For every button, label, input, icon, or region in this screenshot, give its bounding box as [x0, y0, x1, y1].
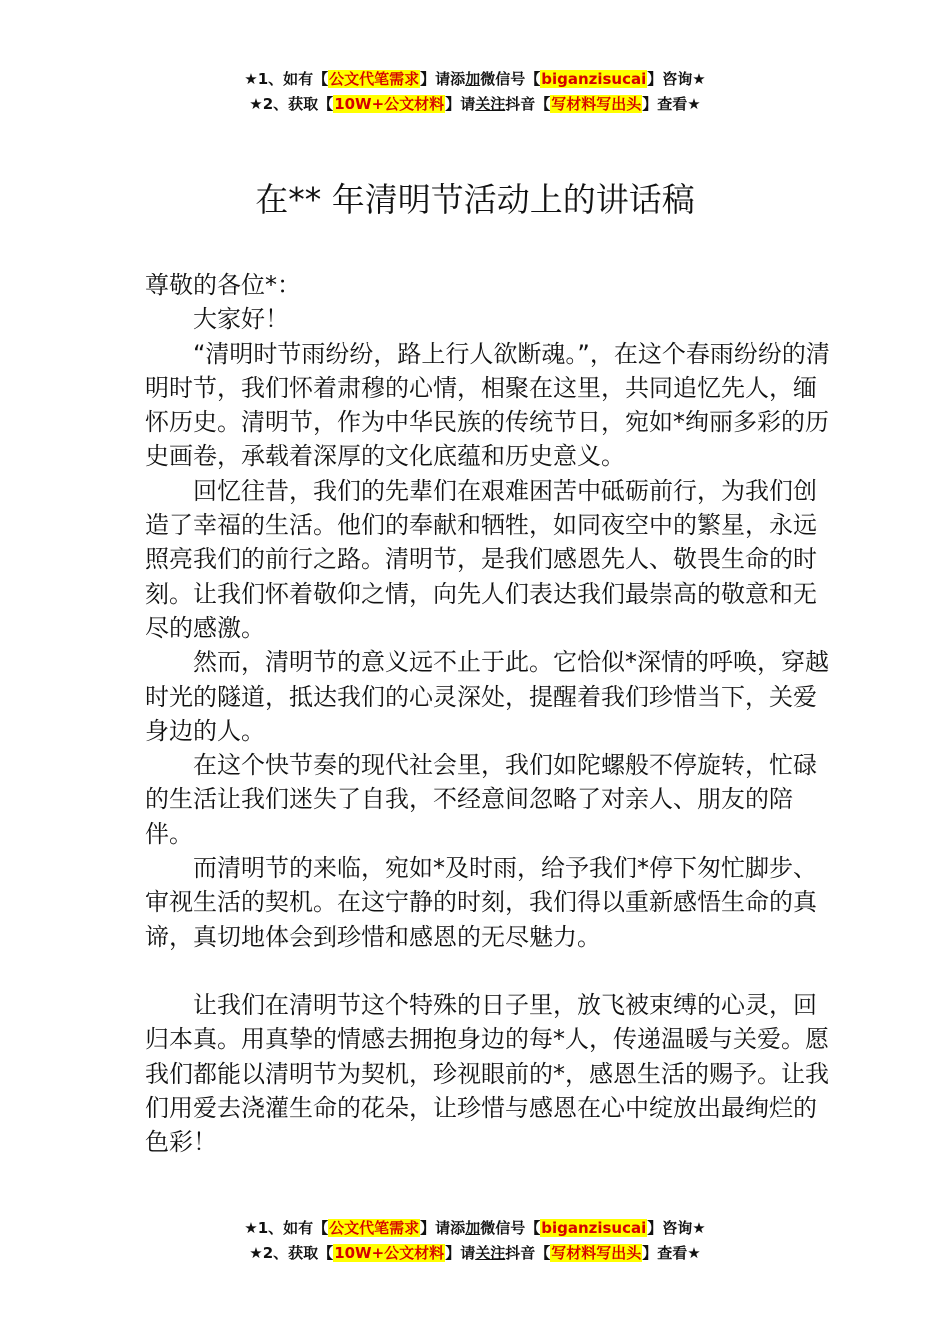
- highlight-service: 公文代笔需求: [329, 70, 420, 88]
- promo-banner-top: [0, 67, 950, 117]
- highlight-materials: 10W+公文材料: [334, 1244, 445, 1262]
- paragraph-spacer: [145, 954, 835, 988]
- greeting: 大家好！: [193, 305, 289, 334]
- salutation: 尊敬的各位*：: [145, 271, 301, 299]
- paragraph: 让我们在清明节这个特殊的日子里，放飞被束缚的心灵，回归本真。用真挚的情感去拥抱身边的每*人，传递温暖与关爱。愿我们都能以清明节为契机，珍视眼前的*，感恩生活的赐予。让我们用爱去浇灌生命的花朵，让珍惜与感恩在心中绽放出最绚烂的色彩！: [145, 990, 829, 1157]
- promo-line-1: ★1、如有【公文代笔需求】请添加微信号【biganzisucai】咨询★: [244, 1219, 706, 1237]
- paragraph: 而清明节的来临，宛如*及时雨，给予我们*停下匆忙脚步、审视生活的契机。在这宁静的时刻，我们得以重新感悟生命的真谛，真切地体会到珍惜和感恩的无尽魅力。: [145, 854, 817, 951]
- highlight-service: 公文代笔需求: [329, 1219, 420, 1237]
- highlight-wechat-id: biganzisucai: [541, 70, 647, 88]
- promo-line-1: ★1、如有【公文代笔需求】请添加微信号【biganzisucai】咨询★: [244, 70, 706, 88]
- highlight-materials: 10W+公文材料: [334, 95, 445, 113]
- highlight-douyin: 写材料写出头: [551, 1244, 642, 1262]
- promo-line-2: ★2、获取【10W+公文材料】请关注抖音【写材料写出头】查看★: [249, 95, 701, 113]
- highlight-douyin: 写材料写出头: [551, 95, 642, 113]
- paragraph: 在这个快节奏的现代社会里，我们如陀螺般不停旋转，忙碌的生活让我们迷失了自我，不经意间忽略了对亲人、朋友的陪伴。: [145, 751, 817, 848]
- paragraph: “清明时节雨纷纷，路上行人欲断魂。”，在这个春雨纷纷的清明时节，我们怀着肃穆的心情，相聚在这里，共同追忆先人，缅怀历史。清明节，作为中华民族的传统节日，宛如*绚丽多彩的历史画卷，承载着深厚的文化底蕴和历史意义。: [145, 339, 830, 471]
- paragraph: 然而，清明节的意义远不止于此。它恰似*深情的呼唤，穿越时光的隧道，抵达我们的心灵深处，提醒着我们珍惜当下，关爱身边的人。: [145, 648, 829, 745]
- paragraph: 回忆往昔，我们的先辈们在艰难困苦中砥砺前行，为我们创造了幸福的生活。他们的奉献和牺牲，如同夜空中的繁星，永远照亮我们的前行之路。清明节，是我们感恩先人、敬畏生命的时刻。让我们怀着敬仰之情，向先人们表达我们最崇高的敬意和无尽的感激。: [145, 476, 817, 642]
- document-body: [145, 268, 835, 1159]
- highlight-wechat-id: biganzisucai: [541, 1219, 647, 1237]
- document-title: 在** 年清明节活动上的讲话稿: [255, 180, 695, 219]
- promo-banner-bottom: [0, 1216, 950, 1266]
- promo-line-2: ★2、获取【10W+公文材料】请关注抖音【写材料写出头】查看★: [249, 1244, 701, 1262]
